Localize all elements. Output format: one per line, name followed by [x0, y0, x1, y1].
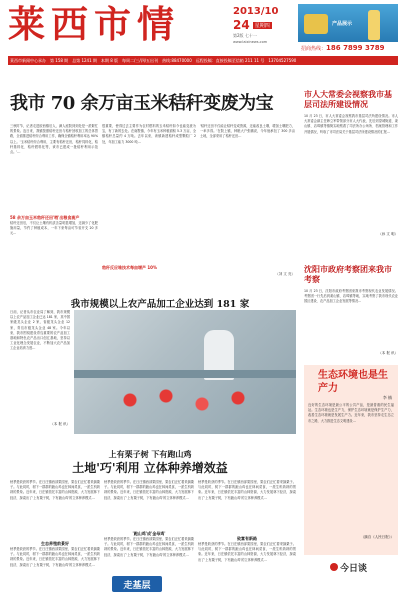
story3-col-3	[198, 480, 296, 590]
header-item: 莱西市新闻中心承办	[10, 57, 46, 63]
commentary-author: 李 楠	[382, 395, 392, 400]
ad-hotline-number: 186 7899 3789	[326, 44, 385, 52]
header-item: 总第 1241 期	[72, 57, 97, 63]
masthead-title-text: 莱西市情	[8, 2, 180, 46]
story3-body-2: 秋季是收获的季节。在日庄镇西部果园里，果农们正忙着采摘栗子。与此同时，树下一群群的跑山鸡也在林间觅食，一派生机勃勃的景象。近年来，日庄镇依托丰富的山林资源，大力发展林下经济，探索出了'上有栗子树，下有跑山鸡'的立体种养模式…	[104, 480, 194, 500]
ad-hotline-row	[298, 42, 398, 54]
lead-byline: （刘 文 亮）	[275, 272, 295, 276]
commentary-body: 良好的生态环境是最公平的公共产品，是最普惠的民生福祉。生态环境也是生产力，保护生态环境就是保护生产力，改善生态环境就是发展生产力。近年来，我市坚持走生态立市之路，大力推进生态文明建设…	[308, 403, 394, 423]
side-story-1-headline: 市人大常委会视察我市基层司法所建设情况	[304, 90, 392, 109]
header-item: 热线:88470000	[162, 57, 192, 63]
footer-left-tag-text: 走基层	[123, 580, 151, 591]
side-story-2-headline: 沈阳市政府考察团来我市考察	[304, 265, 392, 284]
lead-subhead2: 秸秆反应堆技术每亩增产 10%	[102, 265, 157, 270]
side-story-2-body: 10 月 23 日，沈阳市政府考察团来我市考察现代农业发展情况。考察团一行先后到姜山镇、店埠镇等地，实地考察了我市现代农业园区建设、农产品加工企业发展等情况…	[304, 289, 398, 304]
story3-body-cont: 秋季是收获的季节。在日庄镇西部果园里，果农们正忙着采摘栗子。与此同时，树下一群群的跑山鸡也在林间觅食，一派生机勃勃的景象。近年来，日庄镇依托丰富的山林资源，大力发展林下经济，探索出了'上有栗子树，下有跑山鸡'的立体种养模式…	[10, 547, 100, 567]
side-story-2-byline: （本 报 讯）	[378, 351, 398, 355]
story3-headline-text: 土地'巧'利用 立体种养增效益	[72, 461, 228, 475]
ad-hotline-label: 招商热线：	[301, 45, 327, 52]
story2-body-col	[10, 310, 70, 434]
footer-right-tag-text: 今日谈	[340, 563, 368, 574]
masthead-day-row	[233, 18, 291, 32]
header-bar	[8, 56, 398, 65]
side-story-2	[304, 265, 398, 360]
story3-col-1	[10, 480, 100, 590]
story3-headline	[28, 457, 272, 475]
ad-tag: 产品展示	[332, 21, 353, 27]
ad-bottle-icon	[368, 10, 380, 40]
story3-body: 秋季是收获的季节。在日庄镇西部果园里，果农们正忙着采摘栗子。与此同时，树下一群群的跑山鸡也在林间觅食，一派生机勃勃的景象。近年来，日庄镇依托丰富的山林资源，大力发展林下经济，探索出了'上有栗子树，下有跑山鸡'的立体种养模式…	[10, 480, 100, 500]
commentary-headline: 生态环境也是生产力	[318, 370, 388, 394]
story2-caption: （本 报 讯）	[50, 422, 70, 426]
story3-kicker	[60, 442, 240, 459]
header-item: 本期 8 版	[100, 57, 119, 63]
masthead-issue: 第2版 七十一	[233, 33, 257, 38]
photo-conveyor-icon	[74, 370, 296, 378]
story2-headline-text: 我市规模以上农产品加工企业达到 181 家	[70, 299, 250, 310]
story3-subhead-1: 生态养殖前景好	[41, 541, 69, 546]
side-story-1-byline: （孙 文 明）	[378, 232, 398, 236]
side-story-1	[304, 90, 398, 250]
story3-col-2	[104, 480, 194, 590]
masthead-date-box	[233, 6, 291, 52]
lead-subhead: 58 余万亩玉米秸秆还田'喂'出粮食高产	[10, 215, 80, 220]
story3-body-4: 秋季是收获的季节。在日庄镇西部果园里，果农们正忙着采摘栗子。与此同时，树下一群群的跑山鸡也在林间觅食，一派生机勃勃的景象。近年来，日庄镇依托丰富的山林资源，大力发展林下经济，探索出了'上有栗子树，下有跑山鸡'的立体种养模式…	[198, 480, 296, 500]
story2-photo	[74, 310, 296, 434]
lead-body-left: 三秋时节，记者走进胶西镇后人，满人庭院到到处是一派繁忙的景象。连日来，我镇按照秸秆还田与秸秆回收加工的总体思路，全面推进秸秆综合利用工作，确保全镇秸秆利用率达 90% 以上。'玉米秸秆综合利用，主要有秸秆还田，秸秆饲料化，秸秆基料化、秸秆燃料化等，该市已建成一批秸秆利用示范点。'…	[10, 124, 98, 155]
footer-right-tag	[330, 558, 390, 576]
masthead-date: 2013/10	[233, 6, 279, 17]
masthead-day: 24	[233, 18, 250, 32]
footer-right-tag-icon	[330, 563, 338, 571]
commentary-box	[304, 365, 398, 555]
masthead-weekday: 星期四	[254, 22, 270, 29]
header-item: 每周二/三/四/五出刊	[122, 57, 159, 63]
masthead-ad	[298, 4, 398, 54]
header-item: 第 158 期	[50, 57, 69, 63]
lead-body-left2: 秸秆还田后，不仅让土壤有机质含量明显增加，还减少了化肥施用量，节约了种植成本，一年下来每亩可节省开支 20 多元…	[10, 221, 98, 236]
story3-subhead-2: '跑山鸡'成'金母鸡'	[132, 531, 166, 536]
lead-headline-text: 我市 70 余万亩玉米秸秆变废为宝	[10, 93, 274, 114]
lead-body-mid: 很重要，使得过去主要作为农村燃料的玉米秸秆如今也能变废为宝，有了新的去处。在南墅镇，今年有玉米种植面积 5.3 万亩，全镇秸秆总量约 4 万吨。去年以来，该镇新建秸秆成型颗粒厂 2 处，年加工能力 3000 吨…	[102, 124, 196, 144]
masthead-title	[8, 4, 208, 44]
story3-body-5: 秋季是收获的季节。在日庄镇西部果园里，果农们正忙着采摘栗子。与此同时，树下一群群的跑山鸡也在林间觅食，一派生机勃勃的景象。近年来，日庄镇依托丰富的山林资源，大力发展林下经济，探索出了'上有栗子树，下有跑山鸡'的立体种养模式…	[198, 542, 296, 562]
story3-body-3: 秋季是收获的季节。在日庄镇西部果园里，果农们正忙着采摘栗子。与此同时，树下一群群的跑山鸡也在林间觅食，一派生机勃勃的景象。近年来，日庄镇依托丰富的山林资源，大力发展林下经济，探索出了'上有栗子树，下有跑山鸡'的立体种养模式…	[104, 537, 194, 557]
side-story-1-body: 10 月 23 日，市人大常委会视察我市基层司法所建设情况。市人大常委会副主任韩立军带领部分市人大代表，先后到望城街道、姜山镇、店埠镇等镇街实地察看了司法所办公场所、档案管理和工作开展情况，听取了市司法局关于基层司法所建设情况的汇报…	[304, 114, 398, 134]
lead-col-left	[10, 124, 98, 284]
commentary-byline: （摘自《人民日报》）	[360, 535, 394, 539]
header-item: 13704527590	[268, 58, 297, 63]
lead-headline	[10, 92, 295, 116]
masthead-url: www.laixinews.com	[233, 40, 268, 44]
story2-body: 日前，记者从市农业局了解到，我市规模以上农产品加工企业已达 181 家，其中国家级龙头企业 2 家，省级龙头企业 12 家，青岛市级龙头企业 48 家。今年以来，我市围绕建设青岛重要的农产品加工基地和特色农产品出口创汇基地，坚持以工业化理念发展农业，不断加大农产品加工企业培育力度…	[10, 310, 70, 351]
story2-headline	[40, 292, 280, 310]
story3-kicker-text: 上有栗子树 下有跑山鸡	[108, 449, 192, 459]
header-item: 远程投稿：直接投稿至信箱 211 11 号	[195, 57, 265, 63]
photo-apples-icon	[94, 380, 274, 420]
lead-col-mid	[102, 124, 196, 284]
lead-body-right: '秸秆还田不仅能让秸秆变成资源，还能改良土壤，增加土壤肥力，一举多得。'在院上镇，种粮大户张鹏说，今年他承包了 300 多亩土地，全部采用了秸秆还田…	[200, 124, 295, 139]
footer-left-tag	[112, 576, 162, 592]
ad-product-icon	[304, 14, 328, 34]
story3-subhead-3: 致富有新路	[237, 536, 257, 541]
lead-col-right	[200, 124, 295, 284]
